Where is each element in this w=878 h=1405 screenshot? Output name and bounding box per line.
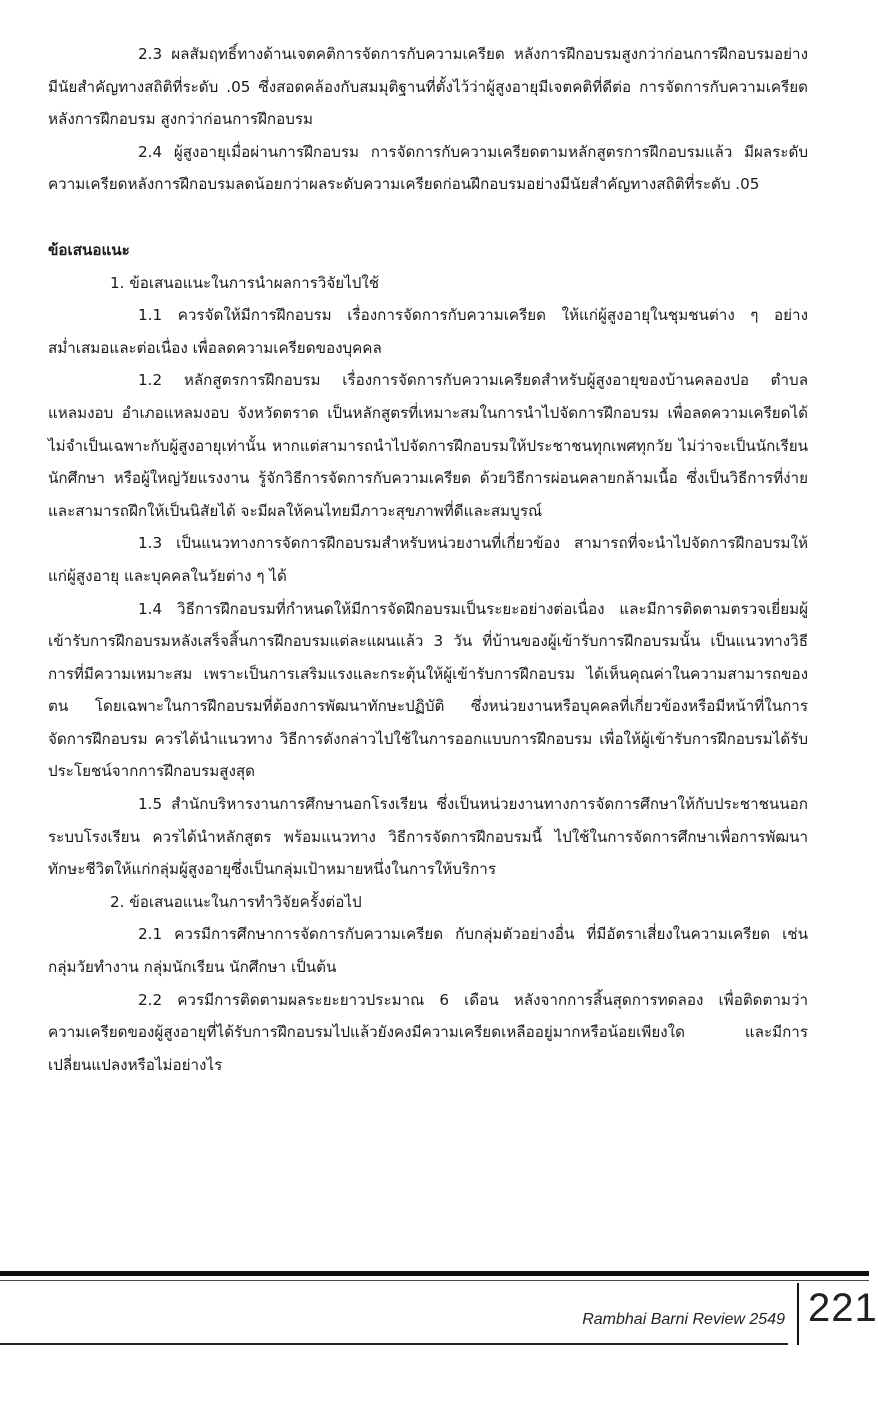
paragraph-2-3: 2.3 ผลสัมฤทธิ์ทางด้านเจตคติการจัดการกับความเครียด หลังการฝึกอบรมสูงกว่าก่อนการฝึกอบรมอย่างมีนัยสำคัญทางสถิติที่ระดับ .05 ซึ่งสอดคล้องกับสมมุติฐานที่ตั้งไว้ว่าผู้สูงอายุมีเจตคติที่ดีต่อ การจัดการกับความเครียด หลังการฝึกอบรม สูงกว่าก่อนการฝึกอบรม — [48, 45, 808, 129]
footer-rule-thick — [0, 1271, 869, 1276]
paragraph-1-1: 1.1 ควรจัดให้มีการฝึกอบรม เรื่องการจัดการกับความเครียด ให้แก่ผู้สูงอายุในชุมชนต่าง ๆ อย่างสม่ำเสมอและต่อเนื่อง เพื่อลดความเครียดของบุคคล — [48, 306, 808, 357]
subheading-1: 1. ข้อเสนอแนะในการนำผลการวิจัยไปใช้ — [110, 273, 380, 292]
paragraph-2-4: 2.4 ผู้สูงอายุเมื่อผ่านการฝึกอบรม การจัดการกับความเครียดตามหลักสูตรการฝึกอบรมแล้ว มีผลระดับความเครียดหลังการฝึกอบรมลดน้อยกว่าผลระดับความเครียดก่อนฝึกอบรมอย่างมีนัยสำคัญทางสถิติที่ระดับ .05 — [48, 142, 808, 194]
journal-name: Rambhai Barni Review 2549 — [582, 1311, 785, 1328]
paragraph-2-2: 2.2 ควรมีการติดตามผลระยะยาวประมาณ 6 เดือน หลังจากการสิ้นสุดการทดลอง เพื่อติดตามว่าความเครียดของผู้สูงอายุที่ได้รับการฝึกอบรมไปแล้วยังคงมีความเครียดเหลืออยู่มากหรือน้อยเพียงใด และมีการเปลี่ยนแปลงหรือไม่อย่างไร — [48, 990, 808, 1074]
paragraph-1-3: 1.3 เป็นแนวทางการจัดการฝึกอบรมสำหรับหน่วยงานที่เกี่ยวข้อง สามารถที่จะนำไปจัดการฝึกอบรมให้แก่ผู้สูงอายุ และบุคคลในวัยต่าง ๆ ได้ — [48, 534, 808, 585]
subheading-2: 2. ข้อเสนอแนะในการทำวิจัยครั้งต่อไป — [110, 892, 362, 911]
paragraph-1-5: 1.5 สำนักบริหารงานการศึกษานอกโรงเรียน ซึ่งเป็นหน่วยงานทางการจัดการศึกษาให้กับประชาชนนอกระบบโรงเรียน ควรได้นำหลักสูตร พร้อมแนวทาง วิธีการจัดการฝึกอบรมนี้ ไปใช้ในการจัดการศึกษาเพื่อการพัฒนาทักษะชีวิตให้แก่กลุ่มผู้สูงอายุซึ่งเป็นกลุ่มเป้าหมายหนึ่งในการให้บริการ — [48, 795, 808, 879]
paragraph-1-2: 1.2 หลักสูตรการฝึกอบรม เรื่องการจัดการกับความเครียดสำหรับผู้สูงอายุของบ้านคลองปอ ตำบลแหลมงอบ อำเภอแหลมงอบ จังหวัดตราด เป็นหลักสูตรที่เหมาะสมในการนำไปจัดการฝึกอบรม เพื่อลดความเครียดได้ ไม่จำเป็นเฉพาะกับผู้สูงอายุเท่านั้น หากแต่สามารถนำไปจัดการฝึกอบรมให้ประชาชนทุกเพศทุกวัย ไม่ว่าจะเป็นนักเรียน นักศึกษา หรือผู้ใหญ่วัยแรงงาน รู้จักวิธีการจัดการกับความเครียด ด้วยวิธีการผ่อนคลายกล้ามเนื้อ ซึ่งเป็นวิธีการที่ง่ายและสามารถฝึกให้เป็นนิสัยได้ จะมีผลให้คนไทยมีภาวะสุขภาพที่ดีและสมบูรณ์ — [48, 371, 808, 520]
paragraph-1-4: 1.4 วิธีการฝึกอบรมที่กำหนดให้มีการจัดฝึกอบรมเป็นระยะอย่างต่อเนื่อง และมีการติดตามตรวจเยี่ยมผู้เข้ารับการฝึกอบรมหลังเสร็จสิ้นการฝึกอบรมแต่ละแผนแล้ว 3 วัน ที่บ้านของผู้เข้ารับการฝึกอบรมนั้น เป็นแนวทางวิธีการที่มีความเหมาะสม เพราะเป็นการเสริมแรงและกระตุ้นให้ผู้เข้ารับการฝึกอบรม ได้เห็นคุณค่าในความสามารถของตน โดยเฉพาะในการฝึกอบรมที่ต้องการพัฒนาทักษะปฏิบัติ ซึ่งหน่วยงานหรือบุคคลที่เกี่ยวข้องหรือมีหน้าที่ในการจัดการฝึกอบรม ควรได้นำแนวทาง วิธีการดังกล่าวไปใช้ในการออกแบบการฝึกอบรม เพื่อให้ผู้เข้ารับการฝึกอบรมได้รับประโยชน์จากการฝึกอบรมสูงสุด — [48, 599, 808, 781]
footer-rule-bottom — [0, 1343, 788, 1345]
section-heading-recommendations: ข้อเสนอแนะ — [48, 240, 130, 259]
footer-divider — [797, 1283, 799, 1345]
footer-rule-thin — [0, 1280, 869, 1281]
paragraph-2-1: 2.1 ควรมีการศึกษาการจัดการกับความเครียด กับกลุ่มตัวอย่างอื่น ที่มีอัตราเสี่ยงในความเครียด เช่น กลุ่มวัยทำงาน กลุ่มนักเรียน นักศึกษา เป็นต้น — [48, 925, 808, 977]
page-number: 221 — [808, 1286, 878, 1330]
body-text — [48, 38, 808, 1081]
